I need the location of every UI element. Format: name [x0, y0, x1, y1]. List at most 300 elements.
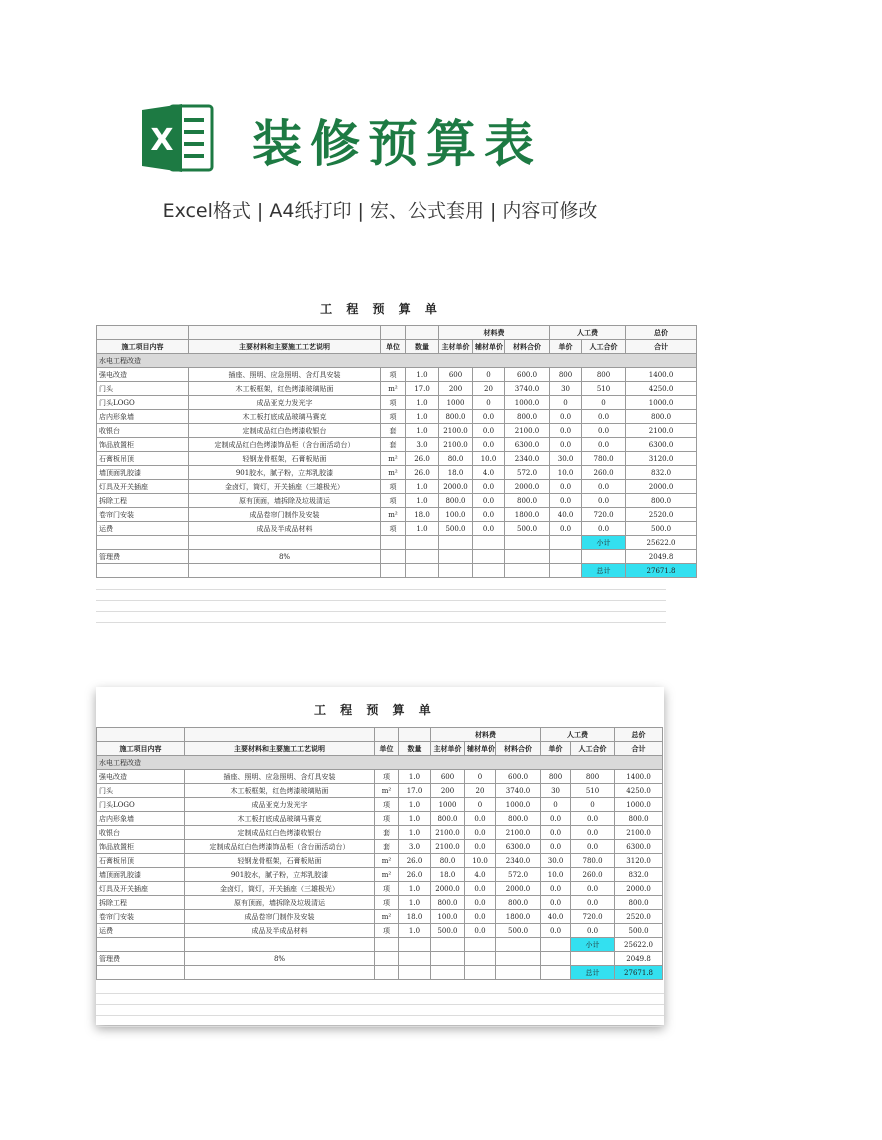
cell-main-price[interactable]: 2100.0: [431, 840, 465, 854]
cell-labor-total[interactable]: 260.0: [571, 868, 615, 882]
table-row[interactable]: [97, 910, 663, 924]
table-row[interactable]: [97, 812, 663, 826]
cell-labor-total[interactable]: 0.0: [582, 424, 626, 438]
cell-main-price[interactable]: 800.0: [439, 494, 473, 508]
cell-total[interactable]: 2100.0: [626, 424, 697, 438]
col-desc-header[interactable]: 主要材料和主要施工工艺说明: [185, 742, 375, 756]
table-row[interactable]: [97, 508, 697, 522]
cell-unit-price[interactable]: 0.0: [541, 840, 571, 854]
table-row[interactable]: [97, 868, 663, 882]
mgmt-value: 2049.8: [626, 550, 697, 564]
cell-material-total[interactable]: 6300.0: [505, 438, 550, 452]
col-unit-header[interactable]: 单位: [381, 340, 406, 354]
cell-qty[interactable]: 26.0: [406, 452, 439, 466]
cell-unit[interactable]: m²: [375, 910, 399, 924]
cell-desc[interactable]: 成品卷帘门制作及安装: [189, 508, 381, 522]
cell-total[interactable]: 1000.0: [626, 396, 697, 410]
cell-unit-price[interactable]: 10.0: [550, 466, 582, 480]
cell-unit[interactable]: 项: [381, 368, 406, 382]
blank-cell: [406, 326, 439, 340]
cell-unit-price[interactable]: 0: [541, 798, 571, 812]
cell-labor-total[interactable]: 0.0: [582, 410, 626, 424]
cell-labor-total[interactable]: 0.0: [571, 896, 615, 910]
cell-unit-price[interactable]: 30: [541, 784, 571, 798]
cell-aux-price[interactable]: 0: [465, 770, 496, 784]
cell-material-total[interactable]: 500.0: [505, 522, 550, 536]
cell-desc[interactable]: 木工板打底成品玻璃马赛克: [185, 812, 375, 826]
cell-main-price[interactable]: 2000.0: [439, 480, 473, 494]
cell-labor-total[interactable]: 0.0: [571, 924, 615, 938]
cell-desc[interactable]: 901胶水，腻子粉，立邦乳胶漆: [185, 868, 375, 882]
col-total-header[interactable]: 合计: [626, 340, 697, 354]
cell-total[interactable]: 2000.0: [615, 882, 663, 896]
subtotal-label: 小计: [582, 536, 626, 550]
table-row[interactable]: [97, 410, 697, 424]
cell-total[interactable]: 1400.0: [626, 368, 697, 382]
cell-labor-total[interactable]: 720.0: [571, 910, 615, 924]
cell-unit[interactable]: 项: [375, 798, 399, 812]
col-aux-header[interactable]: 辅材单价: [473, 340, 505, 354]
cell-unit[interactable]: m²: [381, 382, 406, 396]
cell-qty[interactable]: 1.0: [406, 410, 439, 424]
cell-labor-total[interactable]: 0.0: [582, 494, 626, 508]
cell-desc[interactable]: 轻钢龙骨框架，石膏板贴面: [189, 452, 381, 466]
cell-main-price[interactable]: 600: [431, 770, 465, 784]
blank-cell: [97, 326, 189, 340]
cell-aux-price[interactable]: 20: [465, 784, 496, 798]
cell-material-total[interactable]: 572.0: [496, 868, 541, 882]
cell-unit-price[interactable]: 30.0: [550, 452, 582, 466]
cell-main-price[interactable]: 2100.0: [431, 826, 465, 840]
cell-unit[interactable]: 项: [375, 812, 399, 826]
cell-labor-total[interactable]: 780.0: [582, 452, 626, 466]
subtotal-row: [97, 938, 663, 952]
cell-total[interactable]: 6300.0: [626, 438, 697, 452]
cell-main-price[interactable]: 100.0: [439, 508, 473, 522]
cell-item[interactable]: 石膏板吊顶: [97, 854, 185, 868]
cell-item[interactable]: 卷帘门安装: [97, 508, 189, 522]
cell-unit[interactable]: 项: [375, 924, 399, 938]
cell-material-total[interactable]: 2000.0: [496, 882, 541, 896]
cell-aux-price[interactable]: 0.0: [465, 910, 496, 924]
cell-main-price[interactable]: 80.0: [431, 854, 465, 868]
cell-aux-price[interactable]: 4.0: [473, 466, 505, 480]
subtotal-value: 25622.0: [626, 536, 697, 550]
cell-desc[interactable]: 定制成品红白色烤漆饰品柜（含台面活动台）: [189, 438, 381, 452]
cell-unit-price[interactable]: 30.0: [541, 854, 571, 868]
cell-unit-price[interactable]: 0.0: [541, 812, 571, 826]
cell-main-price[interactable]: 800.0: [431, 896, 465, 910]
cell-aux-price[interactable]: 0.0: [473, 494, 505, 508]
table-row[interactable]: [97, 480, 697, 494]
cell-qty[interactable]: 17.0: [406, 382, 439, 396]
cell-unit[interactable]: 项: [375, 770, 399, 784]
cell-total[interactable]: 6300.0: [615, 840, 663, 854]
cell-item[interactable]: 石膏板吊顶: [97, 452, 189, 466]
cell-unit[interactable]: m²: [375, 854, 399, 868]
cell-item[interactable]: 卷帘门安装: [97, 910, 185, 924]
cell-qty[interactable]: 3.0: [399, 840, 431, 854]
cell-unit[interactable]: 项: [381, 410, 406, 424]
cell-desc[interactable]: 成品亚克力发光字: [185, 798, 375, 812]
cell-qty[interactable]: 1.0: [406, 424, 439, 438]
cell-main-price[interactable]: 2100.0: [439, 438, 473, 452]
cell-material-total[interactable]: 2340.0: [505, 452, 550, 466]
cell-labor-total[interactable]: 800: [571, 770, 615, 784]
cell-total[interactable]: 832.0: [626, 466, 697, 480]
cell-unit-price[interactable]: 800: [550, 368, 582, 382]
col-unit-price-header[interactable]: 单价: [541, 742, 571, 756]
cell-material-total[interactable]: 500.0: [496, 924, 541, 938]
cell-material-total[interactable]: 800.0: [505, 494, 550, 508]
cell-labor-total[interactable]: 0.0: [571, 882, 615, 896]
cell-main-price[interactable]: 100.0: [431, 910, 465, 924]
cell-labor-total[interactable]: 0: [571, 798, 615, 812]
table-row[interactable]: [97, 396, 697, 410]
col-labor-total-header[interactable]: 人工合价: [582, 340, 626, 354]
cell-material-total[interactable]: 1000.0: [505, 396, 550, 410]
cell-unit[interactable]: 项: [381, 494, 406, 508]
cell-aux-price[interactable]: 0.0: [473, 522, 505, 536]
cell-desc[interactable]: 插座、照明、应急照明、含灯具安装: [185, 770, 375, 784]
subtotal-value: 25622.0: [615, 938, 663, 952]
cell-unit-price[interactable]: 0.0: [550, 438, 582, 452]
col-mat-total-header[interactable]: 材料合价: [496, 742, 541, 756]
cell-labor-total[interactable]: 0.0: [582, 522, 626, 536]
cell-aux-price[interactable]: 10.0: [465, 854, 496, 868]
cell-qty[interactable]: 26.0: [399, 868, 431, 882]
cell-labor-total[interactable]: 0.0: [571, 812, 615, 826]
cell-total[interactable]: 800.0: [615, 896, 663, 910]
budget-table: [96, 325, 697, 578]
cell-main-price[interactable]: 200: [431, 784, 465, 798]
cell-total[interactable]: 832.0: [615, 868, 663, 882]
col-desc-header[interactable]: 主要材料和主要施工工艺说明: [189, 340, 381, 354]
table-row[interactable]: [97, 840, 663, 854]
col-labor-total-header[interactable]: 人工合价: [571, 742, 615, 756]
cell-unit-price[interactable]: 30: [550, 382, 582, 396]
cell-material-total[interactable]: 1800.0: [496, 910, 541, 924]
col-item-header[interactable]: 施工项目内容: [97, 742, 185, 756]
table-row[interactable]: [97, 494, 697, 508]
cell-labor-total[interactable]: 0.0: [582, 438, 626, 452]
cell-unit[interactable]: m²: [381, 466, 406, 480]
col-qty-header[interactable]: 数量: [406, 340, 439, 354]
cell-main-price[interactable]: 500.0: [431, 924, 465, 938]
cell-aux-price[interactable]: 0.0: [473, 480, 505, 494]
cell-main-price[interactable]: 1000: [439, 396, 473, 410]
cell-desc[interactable]: 成品卷帘门制作及安装: [185, 910, 375, 924]
mgmt-value: 2049.8: [615, 952, 663, 966]
cell-unit-price[interactable]: 0.0: [541, 882, 571, 896]
cell-qty[interactable]: 1.0: [399, 826, 431, 840]
cell-total[interactable]: 3120.0: [626, 452, 697, 466]
cell-main-price[interactable]: 80.0: [439, 452, 473, 466]
cell-total[interactable]: 1400.0: [615, 770, 663, 784]
col-total-header[interactable]: 合计: [615, 742, 663, 756]
col-item-header[interactable]: 施工项目内容: [97, 340, 189, 354]
cell-desc[interactable]: 成品亚克力发光字: [189, 396, 381, 410]
cell-aux-price[interactable]: 4.0: [465, 868, 496, 882]
table-row[interactable]: [97, 770, 663, 784]
table-row[interactable]: [97, 784, 663, 798]
col-main-price-header[interactable]: 主材单价: [439, 340, 473, 354]
cell-main-price[interactable]: 500.0: [439, 522, 473, 536]
cell-item[interactable]: 店内形象墙: [97, 410, 189, 424]
cell-material-total[interactable]: 2100.0: [505, 424, 550, 438]
cell-desc[interactable]: 成品及半成品材料: [185, 924, 375, 938]
table-row[interactable]: [97, 798, 663, 812]
cell-item[interactable]: 墙顶面乳胶漆: [97, 868, 185, 882]
cell-item[interactable]: 门头LOGO: [97, 798, 185, 812]
cell-total[interactable]: 2520.0: [615, 910, 663, 924]
cell-material-total[interactable]: 3740.0: [505, 382, 550, 396]
cell-desc[interactable]: 轻钢龙骨框架，石膏板贴面: [185, 854, 375, 868]
cell-aux-price[interactable]: 20: [473, 382, 505, 396]
cell-main-price[interactable]: 2100.0: [439, 424, 473, 438]
cell-unit-price[interactable]: 0.0: [541, 924, 571, 938]
cell-total[interactable]: 500.0: [626, 522, 697, 536]
cell-main-price[interactable]: 800.0: [439, 410, 473, 424]
cell-material-total[interactable]: 1000.0: [496, 798, 541, 812]
cell-qty[interactable]: 1.0: [399, 882, 431, 896]
mgmt-row: [97, 952, 663, 966]
table-row[interactable]: [97, 522, 697, 536]
cell-qty[interactable]: 3.0: [406, 438, 439, 452]
cell-aux-price[interactable]: 0: [473, 396, 505, 410]
cell-unit[interactable]: 项: [381, 396, 406, 410]
grand-total-value: 27671.8: [626, 564, 697, 578]
cell-qty[interactable]: 1.0: [399, 896, 431, 910]
cell-unit-price[interactable]: 0.0: [550, 522, 582, 536]
cell-desc[interactable]: 原有顶面，墙拆除及垃圾清运: [189, 494, 381, 508]
cell-desc[interactable]: 原有顶面，墙拆除及垃圾清运: [185, 896, 375, 910]
blank-cell: [185, 728, 375, 742]
cell-material-total[interactable]: 800.0: [505, 410, 550, 424]
cell-qty[interactable]: 1.0: [399, 812, 431, 826]
cell-qty[interactable]: 1.0: [399, 770, 431, 784]
cell-aux-price[interactable]: 0.0: [465, 882, 496, 896]
cell-unit-price[interactable]: 0.0: [541, 826, 571, 840]
cell-desc[interactable]: 木工板框架，红色烤漆玻璃贴面: [185, 784, 375, 798]
cell-unit-price[interactable]: 0.0: [550, 480, 582, 494]
cell-unit[interactable]: 项: [381, 480, 406, 494]
cell-material-total[interactable]: 600.0: [505, 368, 550, 382]
cell-item[interactable]: 门头LOGO: [97, 396, 189, 410]
subtotal-row: [97, 536, 697, 550]
cell-desc[interactable]: 木工板打底成品玻璃马赛克: [189, 410, 381, 424]
cell-material-total[interactable]: 800.0: [496, 896, 541, 910]
cell-qty[interactable]: 1.0: [399, 798, 431, 812]
cell-item[interactable]: 墙顶面乳胶漆: [97, 466, 189, 480]
cell-total[interactable]: 2100.0: [615, 826, 663, 840]
cell-material-total[interactable]: 2100.0: [496, 826, 541, 840]
cell-qty[interactable]: 26.0: [406, 466, 439, 480]
cell-material-total[interactable]: 572.0: [505, 466, 550, 480]
table-row[interactable]: [97, 882, 663, 896]
cell-material-total[interactable]: 2340.0: [496, 854, 541, 868]
table-row[interactable]: [97, 896, 663, 910]
cell-total[interactable]: 1000.0: [615, 798, 663, 812]
col-qty-header[interactable]: 数量: [399, 742, 431, 756]
cell-qty[interactable]: 18.0: [399, 910, 431, 924]
col-aux-header[interactable]: 辅材单价: [465, 742, 496, 756]
cell-desc[interactable]: 金卤灯，筒灯，开关插座（三雄极光）: [189, 480, 381, 494]
cell-desc[interactable]: 插座、照明、应急照明、含灯具安装: [189, 368, 381, 382]
cell-unit[interactable]: 套: [375, 840, 399, 854]
cell-qty[interactable]: 1.0: [406, 522, 439, 536]
cell-qty[interactable]: 1.0: [399, 924, 431, 938]
cell-qty[interactable]: 1.0: [406, 480, 439, 494]
cell-item[interactable]: 饰品放置柜: [97, 438, 189, 452]
table-row[interactable]: [97, 854, 663, 868]
cell-item[interactable]: 收银台: [97, 826, 185, 840]
cell-aux-price[interactable]: 0.0: [465, 896, 496, 910]
cell-qty[interactable]: 1.0: [406, 368, 439, 382]
cell-aux-price[interactable]: 0.0: [465, 826, 496, 840]
cell-desc[interactable]: 定制成品红白色烤漆饰品柜（含台面活动台）: [185, 840, 375, 854]
cell-labor-total[interactable]: 720.0: [582, 508, 626, 522]
cell-unit[interactable]: 项: [375, 882, 399, 896]
cell-unit[interactable]: 项: [375, 896, 399, 910]
table-row[interactable]: [97, 382, 697, 396]
cell-desc[interactable]: 901胶水，腻子粉，立邦乳胶漆: [189, 466, 381, 480]
col-mat-total-header[interactable]: 材料合价: [505, 340, 550, 354]
cell-main-price[interactable]: 800.0: [431, 812, 465, 826]
cell-material-total[interactable]: 6300.0: [496, 840, 541, 854]
cell-item[interactable]: 拆除工程: [97, 494, 189, 508]
cell-total[interactable]: 2520.0: [626, 508, 697, 522]
cell-total[interactable]: 2000.0: [626, 480, 697, 494]
cell-item[interactable]: 门头: [97, 784, 185, 798]
cell-unit-price[interactable]: 0.0: [550, 494, 582, 508]
cell-unit-price[interactable]: 0.0: [550, 410, 582, 424]
cell-main-price[interactable]: 2000.0: [431, 882, 465, 896]
cell-main-price[interactable]: 18.0: [439, 466, 473, 480]
cell-aux-price[interactable]: 0: [473, 368, 505, 382]
cell-total[interactable]: 500.0: [615, 924, 663, 938]
cell-aux-price[interactable]: 0.0: [465, 924, 496, 938]
cell-item[interactable]: 灯具及开关插座: [97, 882, 185, 896]
cell-qty[interactable]: 26.0: [399, 854, 431, 868]
cell-unit[interactable]: 套: [375, 826, 399, 840]
table-row[interactable]: [97, 438, 697, 452]
cell-labor-total[interactable]: 780.0: [571, 854, 615, 868]
cell-unit[interactable]: m²: [375, 784, 399, 798]
cell-unit[interactable]: 套: [381, 438, 406, 452]
col-unit-header[interactable]: 单位: [375, 742, 399, 756]
cell-main-price[interactable]: 18.0: [431, 868, 465, 882]
cell-item[interactable]: 店内形象墙: [97, 812, 185, 826]
cell-unit-price[interactable]: 800: [541, 770, 571, 784]
cell-total[interactable]: 4250.0: [615, 784, 663, 798]
cell-aux-price[interactable]: 0: [465, 798, 496, 812]
cell-total[interactable]: 800.0: [626, 494, 697, 508]
cell-unit-price[interactable]: 10.0: [541, 868, 571, 882]
table-row[interactable]: [97, 452, 697, 466]
cell-main-price[interactable]: 1000: [431, 798, 465, 812]
cell-item[interactable]: 门头: [97, 382, 189, 396]
cell-total[interactable]: 800.0: [615, 812, 663, 826]
cell-unit-price[interactable]: 0.0: [541, 896, 571, 910]
cell-qty[interactable]: 18.0: [406, 508, 439, 522]
cell-labor-total[interactable]: 260.0: [582, 466, 626, 480]
grand-total-row: [97, 966, 663, 980]
cell-labor-total[interactable]: 0.0: [582, 480, 626, 494]
cell-unit[interactable]: 套: [381, 424, 406, 438]
cell-desc[interactable]: 定制成品红白色烤漆收银台: [185, 826, 375, 840]
col-unit-price-header[interactable]: 单价: [550, 340, 582, 354]
cell-aux-price[interactable]: 0.0: [473, 508, 505, 522]
cell-qty[interactable]: 17.0: [399, 784, 431, 798]
cell-total[interactable]: 3120.0: [615, 854, 663, 868]
cell-labor-total[interactable]: 0.0: [571, 826, 615, 840]
table-row[interactable]: [97, 924, 663, 938]
table-row[interactable]: [97, 424, 697, 438]
cell-unit-price[interactable]: 40.0: [550, 508, 582, 522]
cell-aux-price[interactable]: 0.0: [473, 424, 505, 438]
cell-material-total[interactable]: 2000.0: [505, 480, 550, 494]
cell-desc[interactable]: 木工板框架，红色烤漆玻璃贴面: [189, 382, 381, 396]
cell-labor-total[interactable]: 800: [582, 368, 626, 382]
cell-qty[interactable]: 1.0: [406, 494, 439, 508]
cell-labor-total[interactable]: 510: [571, 784, 615, 798]
cell-main-price[interactable]: 200: [439, 382, 473, 396]
cell-aux-price[interactable]: 0.0: [465, 812, 496, 826]
cell-unit[interactable]: m²: [375, 868, 399, 882]
cell-item[interactable]: 饰品放置柜: [97, 840, 185, 854]
cell-item[interactable]: 强电改造: [97, 770, 185, 784]
cell-item[interactable]: 灯具及开关插座: [97, 480, 189, 494]
cell-total[interactable]: 4250.0: [626, 382, 697, 396]
cell-total[interactable]: 800.0: [626, 410, 697, 424]
cell-aux-price[interactable]: 10.0: [473, 452, 505, 466]
cell-desc[interactable]: 成品及半成品材料: [189, 522, 381, 536]
cell-main-price[interactable]: 600: [439, 368, 473, 382]
cell-labor-total[interactable]: 0: [582, 396, 626, 410]
cell-item[interactable]: 运费: [97, 924, 185, 938]
cell-unit-price[interactable]: 40.0: [541, 910, 571, 924]
cell-aux-price[interactable]: 0.0: [473, 438, 505, 452]
cell-aux-price[interactable]: 0.0: [473, 410, 505, 424]
table-row[interactable]: [97, 368, 697, 382]
cell-item[interactable]: 收银台: [97, 424, 189, 438]
cell-unit-price[interactable]: 0.0: [550, 424, 582, 438]
cell-item[interactable]: 运费: [97, 522, 189, 536]
cell-desc[interactable]: 金卤灯，筒灯，开关插座（三雄极光）: [185, 882, 375, 896]
cell-desc[interactable]: 定制成品红白色烤漆收银台: [189, 424, 381, 438]
cell-labor-total[interactable]: 0.0: [571, 840, 615, 854]
cell-aux-price[interactable]: 0.0: [465, 840, 496, 854]
labor-group-header: 人工费: [541, 728, 615, 742]
table-row[interactable]: [97, 466, 697, 480]
spreadsheet-preview-bottom: [96, 687, 664, 1025]
cell-item[interactable]: 强电改造: [97, 368, 189, 382]
cell-labor-total[interactable]: 510: [582, 382, 626, 396]
cell-unit[interactable]: m²: [381, 508, 406, 522]
cell-unit[interactable]: 项: [381, 522, 406, 536]
cell-material-total[interactable]: 3740.0: [496, 784, 541, 798]
cell-material-total[interactable]: 800.0: [496, 812, 541, 826]
cell-material-total[interactable]: 1800.0: [505, 508, 550, 522]
col-main-price-header[interactable]: 主材单价: [431, 742, 465, 756]
cell-material-total[interactable]: 600.0: [496, 770, 541, 784]
cell-qty[interactable]: 1.0: [406, 396, 439, 410]
cell-item[interactable]: 拆除工程: [97, 896, 185, 910]
cell-unit-price[interactable]: 0: [550, 396, 582, 410]
cell-unit[interactable]: m²: [381, 452, 406, 466]
table-row[interactable]: [97, 826, 663, 840]
